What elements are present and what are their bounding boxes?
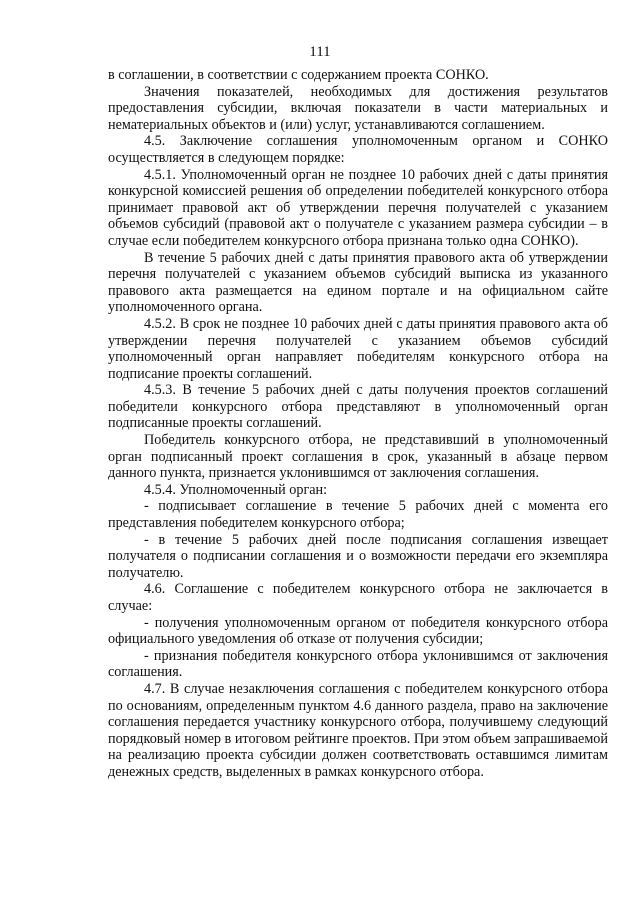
paragraph-4-5-4: 4.5.4. Уполномоченный орган: (144, 481, 328, 498)
paragraph-4-5: 4.5. Заключение соглашения уполномоченным органом и СОНКО осуществляется в следующем порядке: (108, 133, 608, 166)
page-number: 111 (309, 44, 331, 60)
list-item-notifies-recipient: - в течение 5 рабочих дней после подписания соглашения извещает получателя о подписании соглашения и о возможности передачи его экземпляра получателю. (108, 531, 608, 581)
paragraph-4-7: 4.7. В случае незаключения соглашения с победителем конкурсного отбора по основаниям, определенным пунктом 4.6 данного раздела, право на заключение соглашения передается участнику конкурсного отбора, получившему следующий порядковый номер в итоговом рейтинге проектов. При этом объем запрашиваемой на реализацию проекта субсидии должен соответствовать оставшимся лимитам денежных средств, выделенных в рамках конкурсного отбора. (108, 680, 608, 780)
list-item-signs-agreement: - подписывает соглашение в течение 5 рабочих дней с момента его представления победителем конкурсного отбора; (108, 498, 608, 532)
paragraph-evasion: Победитель конкурсного отбора, не представивший в уполномоченный орган подписанный проект соглашения в срок, указанный в абзаце первом данного пункта, признается уклонившимся от заключения соглашения. (108, 432, 608, 482)
paragraph-4-5-2: 4.5.2. В срок не позднее 10 рабочих дней с даты принятия правового акта об утверждении перечня получателей с указанием объемов субсидий уполномоченный орган направляет победителям конкурсного отбора на подписание проекты соглашений. (108, 315, 608, 382)
paragraph-4-5-1: 4.5.1. Уполномоченный орган не позднее 10 рабочих дней с даты принятия конкурсной комиссией решения об определении победителей конкурсного отбора принимает правовой акт об утверждении перечня получателей с указанием объемов субсидий (правовой акт о получателе с указанием размера субсидии – в случае если победителем конкурсного отбора признана только одна СОНКО). (108, 166, 608, 249)
document-body (108, 67, 608, 781)
paragraph-continuation: в соглашении, в соответствии с содержанием проекта СОНКО. (108, 67, 489, 83)
paragraph-4-5-3: 4.5.3. В течение 5 рабочих дней с даты получения проектов соглашений победители конкурсного отбора представляют в уполномоченный орган подписанные проекты соглашений. (108, 382, 608, 432)
paragraph-indicator-values: Значения показателей, необходимых для достижения результатов предоставления субсидии, включая показатели в части материальных и нематериальных объектов и (или) услуг, устанавливаются соглашением. (108, 83, 608, 133)
paragraph-4-6: 4.6. Соглашение с победителем конкурсного отбора не заключается в случае: (108, 581, 608, 614)
list-item-refusal-notice: - получения уполномоченным органом от победителя конкурсного отбора официального уведомления об отказе от получения субсидии; (108, 614, 608, 648)
paragraph-legal-act-publication: В течение 5 рабочих дней с даты принятия правового акта об утверждении перечня получателей с указанием объемов субсидий выписка из указанного правового акта размещается на едином портале и на официальном сайте уполномоченного органа. (108, 249, 608, 316)
list-item-evasion-recognition: - признания победителя конкурсного отбора уклонившимся от заключения соглашения. (108, 647, 608, 681)
